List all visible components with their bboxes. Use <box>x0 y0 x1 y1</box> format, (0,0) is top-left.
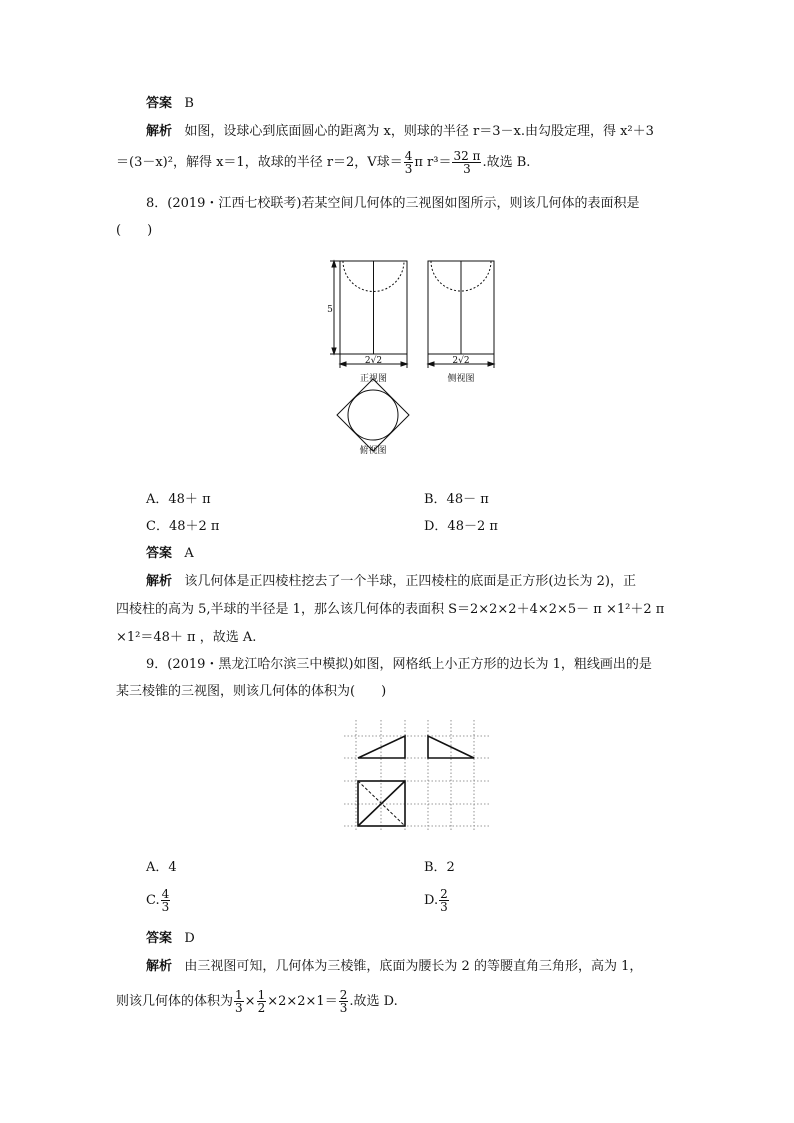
q7-answer-label: 答案 <box>146 96 173 111</box>
front-view-triangle <box>358 736 405 758</box>
q7-analysis-text1: 如图，设球心到底面圆心的距离为 x，则球的半径 r＝3－x.由勾股定理，得 x²＋3 <box>184 124 654 139</box>
q9-frac-2-3: $\frac{2}{3}$ <box>339 988 348 1015</box>
q9-grid-figure <box>344 720 494 835</box>
q9-analysis-line2: 则该几何体的体积为 $\frac{1}{3}$ × $\frac{1}{2}$ ×2×2×1＝ $\frac{2}{3}$ .故选 D. <box>116 988 398 1015</box>
grid-lines <box>344 720 489 830</box>
q7-frac-4-3: $\frac{4}{3}$ <box>404 149 413 176</box>
q9-analysis-text2a: 则该几何体的体积为 <box>116 994 234 1009</box>
q9-stem-line2: 某三棱锥的三视图，则该几何体的体积为( ) <box>116 684 387 699</box>
q7-analysis-text2c: .故选 B. <box>482 155 531 170</box>
q9-analysis-label: 解析 <box>146 959 173 974</box>
front-view <box>330 261 407 368</box>
q8-answer-label: 答案 <box>146 546 173 561</box>
top-view <box>337 379 409 451</box>
q8-stem-line2: ( ) <box>116 223 153 238</box>
q8-three-view-figure <box>325 255 505 455</box>
q7-answer-line <box>146 96 194 112</box>
q8-top-caption: 俯视图 <box>359 446 387 455</box>
q8-stem-line1: 8．(2019・江西七校联考)若某空间几何体的三视图如图所示，则该几何体的表面积是 <box>146 196 640 211</box>
q9-stem-line1: 9．(2019・黑龙江哈尔滨三中模拟)如图，网格纸上小正方形的边长为 1，粗线画出的是 <box>146 657 652 672</box>
q7-analysis-text2b: π r³＝ <box>414 155 452 170</box>
q7-analysis-text2a: ＝(3－x)²，解得 x＝1，故球的半径 r＝2，V球＝ <box>116 155 403 170</box>
q8-side-width-label: 2√2 <box>452 356 470 366</box>
q9-option-a[interactable]: A．4 <box>146 860 177 875</box>
q9-option-c[interactable]: C. $\frac{4}{3}$ <box>146 887 170 914</box>
q8-answer-value: A <box>184 546 194 561</box>
q9-analysis-line1 <box>146 959 642 975</box>
q8-analysis-line2: 四棱柱的高为 5,半球的半径是 1，那么该几何体的表面积 S＝2×2×2＋4×2×5－ π ×1²＋2 π <box>116 602 665 617</box>
q9-analysis-text1: 由三视图可知，几何体为三棱锥，底面为腰长为 2 的等腰直角三角形，高为 1， <box>184 959 643 974</box>
q8-height-label: 5 <box>327 305 333 315</box>
side-view-triangle <box>428 736 474 758</box>
q9-frac-1-2: $\frac{1}{2}$ <box>257 988 266 1015</box>
q9-frac-1-3: $\frac{1}{3}$ <box>235 988 243 1015</box>
q8-analysis-label: 解析 <box>146 574 173 589</box>
q7-analysis-label: 解析 <box>146 124 173 139</box>
q8-side-caption: 侧视图 <box>447 374 475 384</box>
q8-option-a[interactable]: A．48＋ π <box>146 492 211 507</box>
q9-option-b[interactable]: B．2 <box>424 860 455 875</box>
side-view <box>428 261 494 368</box>
q8-analysis-line1 <box>146 574 636 590</box>
q8-front-caption: 正视图 <box>359 374 388 384</box>
q7-frac-32pi-3: $\frac{32 \pi}{3}$ <box>453 149 481 176</box>
q8-option-d[interactable]: D．48－2 π <box>424 519 498 534</box>
q9-option-d[interactable]: D. $\frac{2}{3}$ <box>424 887 448 914</box>
q9-answer-label: 答案 <box>146 931 173 946</box>
q9-answer-line <box>146 931 195 947</box>
q9-option-c-frac: $\frac{4}{3}$ <box>161 887 170 914</box>
q7-analysis-line2 <box>116 150 530 175</box>
q8-analysis-text1: 该几何体是正四棱柱挖去了一个半球，正四棱柱的底面是正方形(边长为 2)，正 <box>184 574 636 589</box>
q8-option-b[interactable]: B．48－ π <box>424 492 489 507</box>
q7-answer-value: B <box>184 96 194 111</box>
q9-answer-value: D <box>184 931 195 946</box>
q8-front-width-label: 2√2 <box>364 356 383 366</box>
q7-analysis-line1 <box>146 124 654 140</box>
q9-option-d-frac: $\frac{2}{3}$ <box>440 887 448 914</box>
q8-option-c[interactable]: C．48＋2 π <box>146 519 220 534</box>
q8-answer-line <box>146 546 194 562</box>
q8-analysis-line3: ×1²＝48＋ π ，故选 A. <box>116 630 257 645</box>
